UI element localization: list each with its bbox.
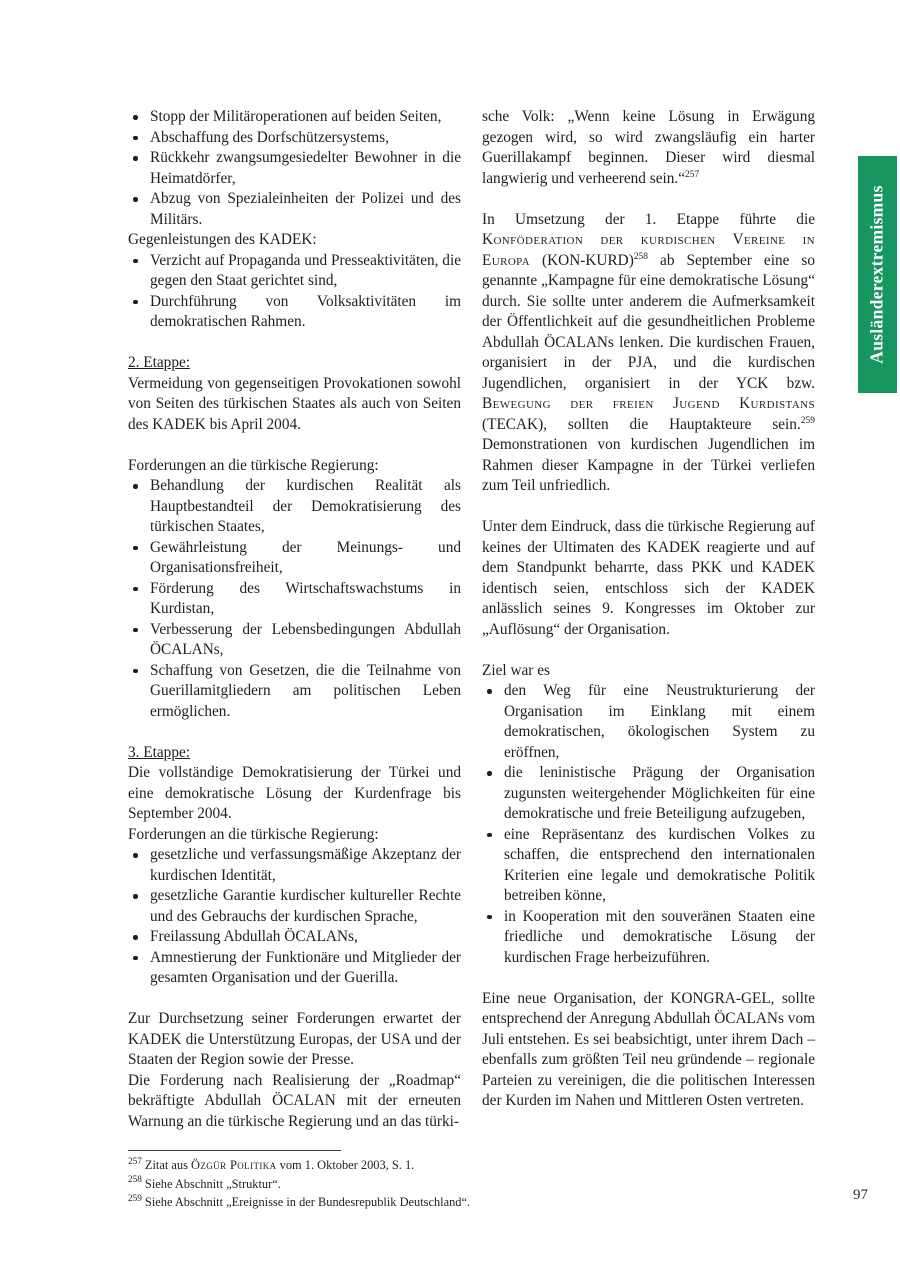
bullet-item [128,845,461,886]
bullet-text: Behandlung der kurdischen Realität als Hauptbestandteil der Demokratisierung des türkischen Staates, [150,477,461,535]
bullet-marker-icon [133,894,138,899]
bullet-list [128,251,461,333]
bullet-text: gesetzliche und verfassungsmäßige Akzeptanz der kurdischen Identität, [150,846,461,884]
text-run: Demonstrationen von kurdischen Jugendlichen im Rahmen dieser Kampagne in der Türkei verliefen zum Teil unfriedlich. [482,436,815,494]
bullet-marker-icon [133,587,138,592]
paragraph-spacer [128,333,461,354]
bullet-marker-icon [133,484,138,489]
bullet-marker-icon [133,197,138,202]
bullet-marker-icon [487,915,492,920]
paragraph [482,107,815,189]
bullet-text: Förderung des Wirtschaftswachstums in Kurdistan, [150,579,461,617]
bullet-list [482,681,815,968]
chapter-tab [858,156,897,393]
bullet-marker-icon [133,546,138,551]
bullet-text: Stopp der Militäroperationen auf beiden Seiten, [150,108,442,125]
page-number: 97 [853,1187,868,1203]
paragraph-spacer [482,968,815,989]
paragraph-spacer [128,722,461,743]
text-run: (TECAK), sollten die Hauptakteure sein. [482,415,801,433]
bullet-marker-icon [133,259,138,264]
paragraph: Die Forderung nach Realisierung der „Roadmap“ bekräftigte Abdullah ÖCALAN mit der erneuten Warnung an die türkische Regierung und an das türki- [128,1071,461,1130]
bullet-item [128,579,461,620]
bullet-item [128,292,461,333]
bullet-marker-icon [487,689,492,694]
bullet-item [128,948,461,989]
bullet-item [482,825,815,907]
text-run: (KON-KURD) [530,251,634,269]
footnote-ref: 259 [800,415,815,426]
paragraph: Vermeidung von gegenseitigen Provokationen sowohl von Seiten des türkischen Staates als auch von Seiten des KADEK bis April 2004. [128,374,461,433]
text-run: Siehe Abschnitt „Struktur“. [144,1176,281,1191]
footnote-number: 257 [128,1156,142,1167]
bullet-list [128,476,461,722]
bullet-item [482,681,815,763]
bullet-item [128,251,461,292]
bullet-text: Verbesserung der Lebensbedingungen Abdullah ÖCALANs, [150,620,461,658]
section-heading [128,743,461,764]
bullet-text: den Weg für eine Neustrukturierung der Organisation im Einklang mit einem demokratischen, ökologischen System zu eröffnen, [504,682,815,761]
bullet-item [128,620,461,661]
bullet-text: die leninistische Prägung der Organisation zugunsten weitergehender Möglichkeiten für eine demokratische und freie Beteiligung aufzugeben, [504,764,815,822]
list-intro-label: Ziel war es [482,661,550,679]
footnote-number: 258 [128,1175,142,1186]
bullet-item [482,763,815,825]
bullet-text: Schaffung von Gesetzen, die die Teilnahme von Guerillamitgliedern am politischen Leben ermöglichen. [150,661,461,720]
bullet-marker-icon [487,833,492,838]
text-run: ab September eine so genannte „Kampagne für eine demokratische Lösung“ durch. Sie sollte unter anderem die Aufmerksamkeit der Öffentlichkeit auf die gesundheitlichen Probleme Abdullah ÖCALANs lenken. Die kurdischen Frauen, organisiert in der PJA, und die kurdischen Jugendlichen, organisiert in der YCK bzw. [482,251,815,392]
organization-name: Konföderation der kurdischen Vereine in Europa [482,231,815,269]
footnote-ref: 257 [685,169,700,180]
paragraph-spacer [128,435,461,456]
bullet-text: Freilassung Abdullah ÖCALANs, [150,928,358,945]
footnote-number: 259 [128,1194,142,1205]
text-run: Zitat aus [144,1158,192,1172]
paragraph-spacer [128,989,461,1010]
paragraph [482,210,815,497]
list-intro-label: Forderungen an die türkische Regierung: [128,456,379,474]
bullet-item [128,107,461,128]
bullet-marker-icon [133,156,138,161]
text-run: sche Volk: „Wenn keine Lösung in Erwägung gezogen wird, so wird zwangsläufig ein harter Guerillakampf beginnen. Dieser wird diesmal langwierig und verheerend sein.“ [482,108,815,187]
bullet-text: Abzug von Spezialeinheiten der Polizei und des Militärs. [150,190,461,228]
text-run: vom 1. Oktober 2003, S. 1. [276,1158,415,1172]
bullet-text: in Kooperation mit den souveränen Staaten eine friedliche und demokratische Lösung der kurdischen Frage herbeizuführen. [504,907,815,966]
bullet-text: Rückkehr zwangsumgesiedelter Bewohner in die Heimatdörfer, [150,149,461,187]
paragraph-spacer [482,640,815,661]
organization-name: Bewegung der freien Jugend Kurdistans [482,395,815,412]
list-intro-label: Forderungen an die türkische Regierung: [128,825,379,843]
bullet-item [128,886,461,927]
list-intro-label: Gegenleistungen des KADEK: [128,231,317,248]
section-heading [128,353,461,374]
paragraph-spacer [482,189,815,210]
paragraph: Eine neue Organisation, der KONGRA-GEL, sollte entsprechend der Anregung Abdullah ÖCALANs vom Juli entstehen. Es sei beabsichtigt, unter ihrem Dach – ebenfalls zum größten Teil neu gründende – regionale Parteien zu vereinigen, die die politischen Interessen der Kurden im Nahen und Mittleren Osten vertreten. [482,989,815,1109]
bullet-marker-icon [487,771,492,776]
bullet-item [482,907,815,969]
text-run: In Umsetzung der 1. Etappe führte die [482,210,815,228]
chapter-tab-label: Ausländerextremismus [867,185,888,364]
bullet-text: eine Repräsentanz des kurdischen Volkes zu schaffen, die entsprechend den internationalen Kriterien eine legale und demokratische Politik betreiben könne, [504,825,815,904]
footnote-ref: 258 [633,251,649,262]
footnotes-list [128,1156,558,1212]
bullet-item [128,538,461,579]
bullet-marker-icon [133,115,138,120]
footnote [128,1175,558,1194]
paragraph: Zur Durchsetzung seiner Forderungen erwartet der KADEK die Unterstützung Europas, der USA und der Staaten der Region sowie der Presse. [128,1010,461,1068]
bullet-item [128,189,461,230]
bullet-marker-icon [133,628,138,633]
bullet-marker-icon [133,956,138,961]
bullet-item [128,927,461,948]
left-column [128,107,461,1132]
bullet-marker-icon [133,853,138,858]
bullet-item [128,148,461,189]
paragraph: Unter dem Eindruck, dass die türkische Regierung auf keines der Ultimaten des KADEK reagierte und auf dem Standpunkt beharrte, dass PKK und KADEK identisch seien, entschloss sich der KADEK anlässlich seines 9. Kongresses im Oktober zur „Auflösung“ der Organisation. [482,518,815,638]
bullet-marker-icon [133,300,138,305]
footnote-separator [128,1150,341,1151]
bullet-text: Verzicht auf Propaganda und Presseaktivitäten, die gegen den Staat gerichtet sind, [150,251,461,289]
paragraph-spacer [482,497,815,518]
bullet-marker-icon [133,669,138,674]
bullet-marker-icon [133,136,138,141]
bullet-item [128,476,461,538]
footnote [128,1193,558,1212]
footnotes-section [128,1150,558,1212]
paragraph: Die vollständige Demokratisierung der Türkei und eine demokratische Lösung der Kurdenfrage bis September 2004. [128,764,461,822]
bullet-list [128,107,461,230]
bullet-text: Amnestierung der Funktionäre und Mitglieder der gesamten Organisation und der Guerilla. [150,948,461,986]
bullet-text: Gewährleistung der Meinungs- und Organisationsfreiheit, [150,538,461,576]
bullet-item [128,128,461,149]
bullet-item [128,661,461,723]
text-run: Siehe Abschnitt „Ereignisse in der Bundesrepublik Deutschland“. [144,1195,471,1210]
organization-name: Özgür Politika [191,1158,277,1172]
section-heading-text: 3. Etappe: [128,743,191,761]
bullet-marker-icon [133,935,138,940]
section-heading-text: 2. Etappe: [128,354,191,371]
bullet-text: Abschaffung des Dorfschützersystems, [150,128,389,146]
bullet-text: Durchführung von Volksaktivitäten im demokratischen Rahmen. [150,292,461,330]
bullet-text: gesetzliche Garantie kurdischer kultureller Rechte und des Gebrauchs der kurdischen Sprache, [150,887,461,925]
right-column [482,107,815,1112]
footnote [128,1156,558,1175]
bullet-list [128,845,461,989]
